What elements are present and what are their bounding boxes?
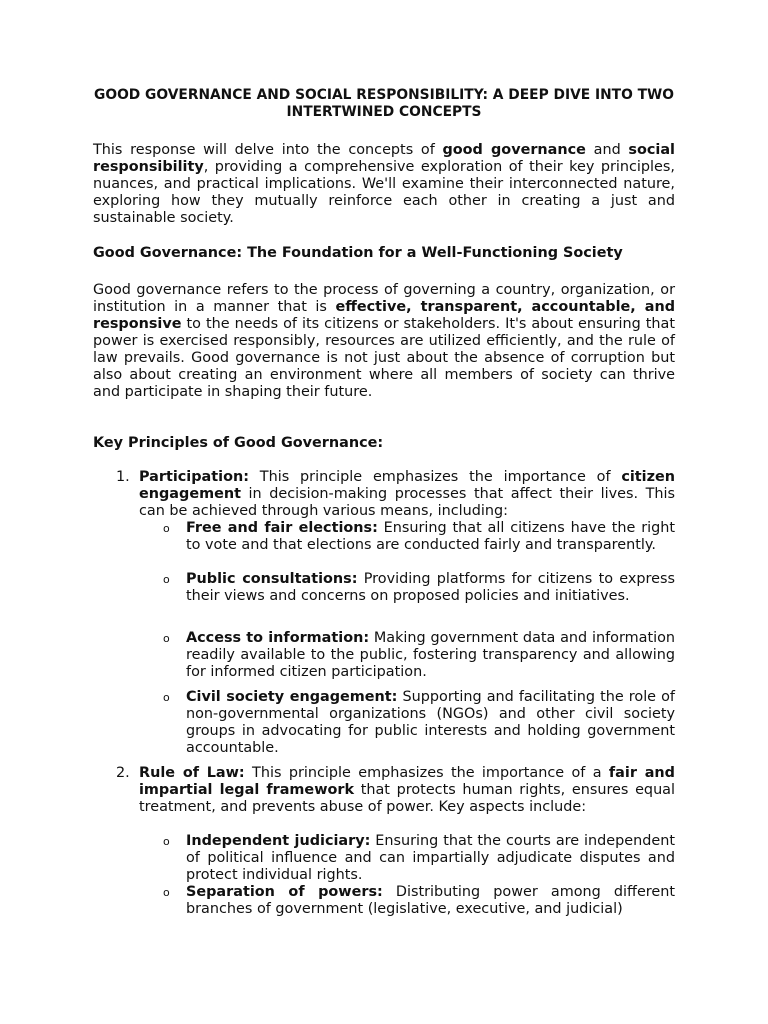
bullet-icon: o [163, 886, 170, 899]
intro-text: and [585, 142, 629, 158]
sub-item [139, 571, 675, 605]
sub-item-text: Ensuring that the courts are independent of political influence and can impartially adjudicate disputes and protect individual rights. [186, 833, 676, 883]
principle-text: This principle emphasizes the importance of [248, 469, 622, 485]
definition-paragraph [93, 282, 675, 401]
sub-item-text: Supporting and facilitating the role of non-governmental organizations (NGOs) and other civil society groups in advocating for public interests and holding government accountable. [186, 689, 675, 756]
sub-item [139, 630, 675, 681]
sub-item [139, 833, 675, 884]
principle-item [93, 765, 675, 816]
bullet-icon: o [163, 835, 170, 848]
definition-text: to the needs of its citizens or stakeholders. It's about ensuring that power is exercised responsibly, resources are utilized efficiently, and the rule of law prevails. Good governance is not just about the absence of corruption but also about creating an environment where all members of society can thrive and participate in shaping their future. [93, 316, 675, 400]
principle-number: 2. [116, 765, 130, 781]
bullet-icon: o [163, 573, 170, 586]
sub-item [139, 884, 675, 918]
principle-emphasis: fair and impartial legal framework [139, 765, 675, 798]
principle-item [93, 469, 675, 520]
intro-term-social-responsibility: social responsibility [93, 142, 675, 175]
sub-item-label: Independent judiciary: [186, 833, 371, 849]
principles-heading: Key Principles of Good Governance: [93, 435, 384, 451]
sub-item-label: Civil society engagement: [186, 689, 398, 705]
bullet-icon: o [163, 522, 170, 535]
sub-item-text: Providing platforms for citizens to express their views and concerns on proposed policies and initiatives. [186, 571, 675, 604]
intro-paragraph [93, 142, 675, 227]
principle-text: in decision-making processes that affect their lives. This can be achieved through various means, including: [139, 486, 675, 519]
sub-item-label: Public consultations: [186, 571, 358, 587]
intro-text: This response will delve into the concepts of [93, 142, 443, 158]
definition-emphasis: effective, transparent, accountable, and responsive [93, 299, 675, 332]
document-title: GOOD GOVERNANCE AND SOCIAL RESPONSIBILITY: A DEEP DIVE INTO TWO INTERTWINED CONCEPTS [94, 87, 674, 120]
principle-label: Participation: [139, 469, 249, 485]
sub-item-label: Free and fair elections: [186, 520, 378, 536]
sub-item-text: Making government data and information readily available to the public, fostering transparency and allowing for informed citizen participation. [186, 630, 676, 680]
sub-item [139, 520, 675, 554]
bullet-icon: o [163, 632, 170, 645]
sub-item-label: Separation of powers: [186, 884, 383, 900]
intro-term-good-governance: good governance [442, 142, 586, 158]
principle-number: 1. [116, 469, 130, 485]
bullet-icon: o [163, 691, 170, 704]
intro-text: , providing a comprehensive exploration of their key principles, nuances, and practical implications. We'll examine their interconnected nature, exploring how they mutually reinforce each other in creating a just and sustainable society. [93, 159, 675, 226]
principle-label: Rule of Law: [139, 765, 245, 781]
sub-item-label: Access to information: [186, 630, 370, 646]
principle-emphasis: citizen engagement [139, 469, 675, 502]
section-heading: Good Governance: The Foundation for a Well-Functioning Society [93, 245, 623, 261]
principle-text: that protects human rights, ensures equal treatment, and prevents abuse of power. Key aspects include: [139, 782, 676, 815]
definition-text: Good governance refers to the process of governing a country, organization, or institution in a manner that is [93, 282, 675, 315]
sub-item [139, 689, 675, 757]
sub-item-text: Distributing power among different branches of government (legislative, executive, and judicial) [186, 884, 676, 917]
principle-text: This principle emphasizes the importance of a [244, 765, 609, 781]
sub-item-text: Ensuring that all citizens have the right to vote and that elections are conducted fairly and transparently. [186, 520, 676, 553]
